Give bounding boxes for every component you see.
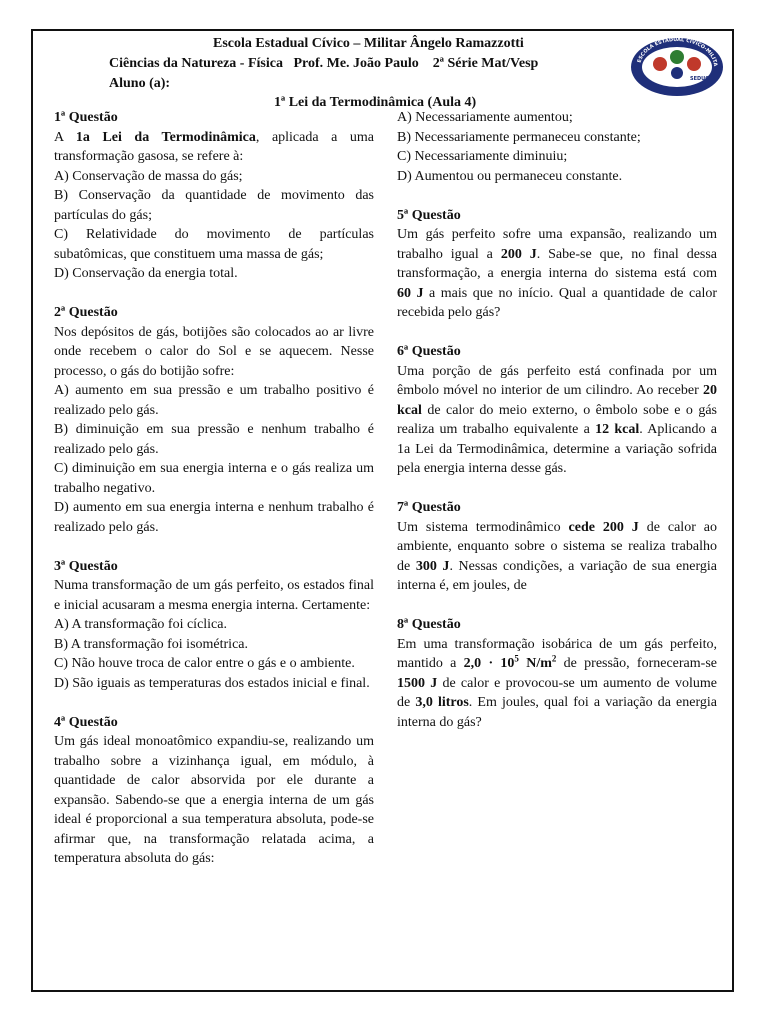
school-name: Escola Estadual Cívico – Militar Ângelo Ramazzotti (213, 36, 524, 51)
page-title: 1ª Lei da Termodinâmica (Aula 4) (274, 95, 477, 110)
q3-option-b: B) A transformação foi isométrica. (54, 636, 248, 652)
q6-heading: 6ª Questão (397, 344, 461, 359)
q5-heading: 5ª Questão (397, 207, 461, 223)
q4-option-b: B) Necessariamente permaneceu constante; (397, 129, 641, 145)
q7-stem: Um sistema termodinâmico cede 200 J de calor ao ambiente, enquanto sobre o sistema se realiza trabalho de 300 J. Nessas condições, a variação de sua energia interna é, em joules, de (397, 519, 717, 593)
course-line: Ciências da Natureza - Física Prof. Me. João Paulo 2ª Série Mat/Vesp (109, 56, 539, 71)
q3-option-a: A) A transformação foi cíclica. (54, 617, 227, 632)
q2-option-c: C) diminuição em sua energia interna e o gás realiza um trabalho negativo. (54, 461, 374, 496)
q4-stem: Um gás ideal monoatômico expandiu-se, realizando um trabalho sobre a vizinhança igual, em módulo, à quantidade de calor absorvida por ele durante a expansão. Sabendo-se que a energia interna de um gás ideal é proporcional a sua temperatura absoluta, pode-se afirmar que, na transformação relatada acima, a temperatura absoluta do gás: (54, 734, 374, 866)
q4-option-a: A) Necessariamente aumentou; (397, 110, 573, 125)
q8-stem: Em uma transformação isobárica de um gás perfeito, mantido a $2,0 \cdot 10^5$ $N/m^2$ de pressão, forneceram-se 1500 J de calor e provocou-se um aumento de volume de 3,0 litros. Em joules, qual foi a variação da energia interna do gás? (397, 636, 717, 730)
q1-option-b: B) Conservação da quantidade de movimento das partículas do gás; (54, 188, 374, 223)
q2-option-b: B) diminuição em sua pressão e nenhum trabalho é realizado pelo gás. (54, 422, 374, 457)
q1-option-a: A) Conservação de massa do gás; (54, 168, 243, 184)
q1-option-c: C) Relatividade do movimento de partículas subatômicas, que constituem uma massa de gás; (54, 227, 374, 262)
student-label: Aluno (a): (109, 76, 171, 91)
q3-heading: 3ª Questão (54, 558, 118, 574)
q5-stem: Um gás perfeito sofre uma expansão, realizando um trabalho igual a 200 J. Sabe-se que, no final dessa transformação, a energia interna do sistema está com 60 J a mais que no início. Qual a quantidade de calor recebida pelo gás? (397, 227, 728, 320)
q1-option-d: D) Conservação da energia total. (54, 266, 238, 281)
seal-text: SEDUC (690, 76, 709, 82)
q8-heading: 8ª Questão (397, 617, 461, 632)
q3-option-d: D) São iguais as temperaturas dos estados inicial e final. (54, 675, 370, 691)
q1-heading: 1ª Questão (54, 110, 118, 125)
q3-stem: Numa transformação de um gás perfeito, os estados final e inicial acusaram a mesma energia interna. Certamente: (54, 578, 374, 613)
left-column (54, 108, 374, 869)
school-seal-icon (630, 37, 724, 97)
q2-option-d: D) aumento em sua energia interna e nenhum trabalho é realizado pelo gás. (54, 500, 374, 535)
q4-option-d: D) Aumentou ou permaneceu constante. (397, 168, 623, 184)
q4-option-c: C) Necessariamente diminuiu; (397, 149, 568, 164)
q6-stem: Uma porção de gás perfeito está confinada por um êmbolo móvel no interior de um cilindro. Ao receber 20 kcal de calor do meio externo, o êmbolo sobe e o gás realiza um trabalho equivalente a 12 kcal. Aplicando a 1a Lei da Termodinâmica, determine a variação sofrida pela energia interna desse gás. (397, 363, 718, 476)
q2-stem: Nos depósitos de gás, botijões são colocados ao ar livre onde recebem o calor do Sol e se aquecem. Nesse processo, o gás do botijão sofre: (54, 324, 374, 379)
seal-ring-text: ESCOLA ESTADUAL CÍVICO-MILITA (636, 37, 719, 67)
q4-heading: 4ª Questão (54, 714, 118, 730)
q2-option-a: A) aumento em sua pressão e um trabalho positivo é realizado pelo gás. (54, 383, 374, 418)
q1-stem: A 1a Lei da Termodinâmica, aplicada a uma transformação gasosa, se refere à: (54, 129, 374, 164)
right-column (397, 108, 728, 732)
q2-heading: 2ª Questão (54, 305, 118, 320)
q7-heading: 7ª Questão (397, 500, 461, 515)
q3-option-c: C) Não houve troca de calor entre o gás e o ambiente. (54, 656, 355, 671)
